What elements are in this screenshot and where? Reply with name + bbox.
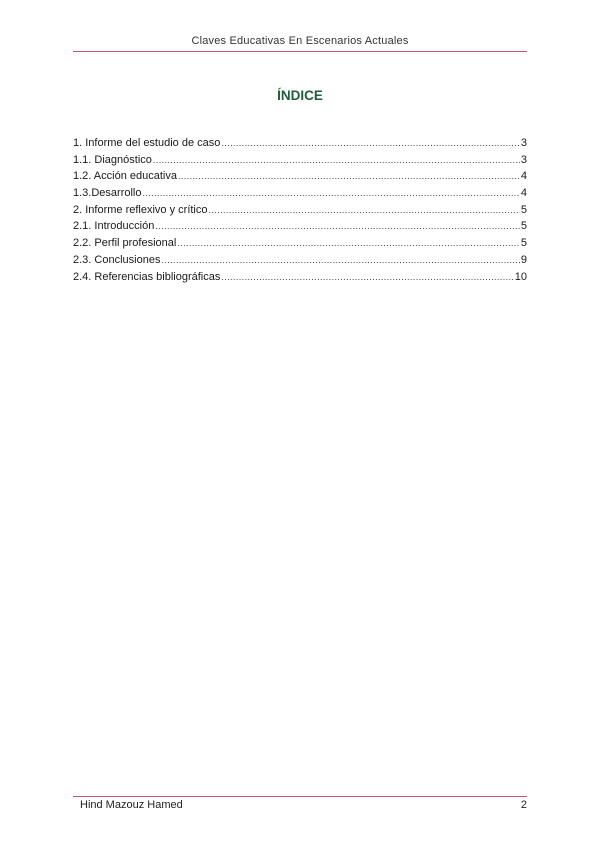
toc-entry-desarrollo[interactable]	[73, 187, 527, 204]
footer-author: Hind Mazouz Hamed	[80, 799, 183, 811]
toc-entry-page: 4	[520, 187, 527, 200]
toc-entry-page: 5	[520, 220, 527, 233]
footer-page-number: 2	[520, 799, 527, 811]
toc-heading: ÍNDICE	[277, 88, 323, 103]
toc-dot-leader	[142, 188, 519, 198]
toc-entry-label: 1. Informe del estudio de caso	[73, 137, 221, 149]
toc-entry-label: 1.1. Diagnóstico	[73, 153, 152, 166]
toc-dot-leader	[153, 155, 520, 165]
table-of-contents	[73, 137, 527, 287]
toc-entry-conclusiones[interactable]	[73, 254, 527, 271]
toc-entry-label: 1.2. Acción educativa	[73, 170, 177, 183]
toc-entry-label: 2.4. Referencias bibliográficas	[73, 270, 221, 283]
toc-entry-informe-estudio-caso[interactable]	[73, 137, 527, 154]
footer-divider	[73, 796, 527, 797]
toc-entry-accion-educativa[interactable]	[73, 170, 527, 187]
toc-dot-leader	[178, 171, 520, 181]
toc-dot-leader	[155, 221, 520, 231]
toc-dot-leader	[177, 238, 520, 248]
toc-dot-leader	[161, 255, 519, 265]
toc-entry-page: 5	[520, 237, 527, 250]
toc-entry-page: 9	[520, 253, 527, 266]
toc-entry-label: 1.3.Desarrollo	[73, 187, 142, 200]
toc-entry-perfil-profesional[interactable]	[73, 237, 527, 254]
header-title: Claves Educativas En Escenarios Actuales	[191, 35, 409, 47]
toc-entry-page: 5	[520, 203, 527, 216]
toc-dot-leader	[221, 138, 520, 148]
toc-entry-label: 2. Informe reflexivo y crítico	[73, 203, 208, 216]
toc-dot-leader	[209, 205, 520, 215]
toc-entry-page: 3	[520, 153, 527, 166]
toc-entry-label: 2.2. Perfil profesional	[73, 237, 177, 250]
toc-entry-label: 2.1. Introducción	[73, 220, 155, 233]
toc-entry-referencias[interactable]	[73, 271, 527, 288]
toc-entry-page: 3	[520, 137, 527, 149]
toc-entry-introduccion[interactable]	[73, 220, 527, 237]
toc-entry-page: 4	[520, 170, 527, 183]
toc-entry-diagnostico[interactable]	[73, 154, 527, 171]
toc-entry-informe-reflexivo[interactable]	[73, 204, 527, 221]
header-divider	[73, 51, 527, 52]
toc-entry-label: 2.3. Conclusiones	[73, 253, 161, 266]
toc-entry-page: 10	[514, 270, 527, 283]
toc-dot-leader	[221, 272, 513, 282]
